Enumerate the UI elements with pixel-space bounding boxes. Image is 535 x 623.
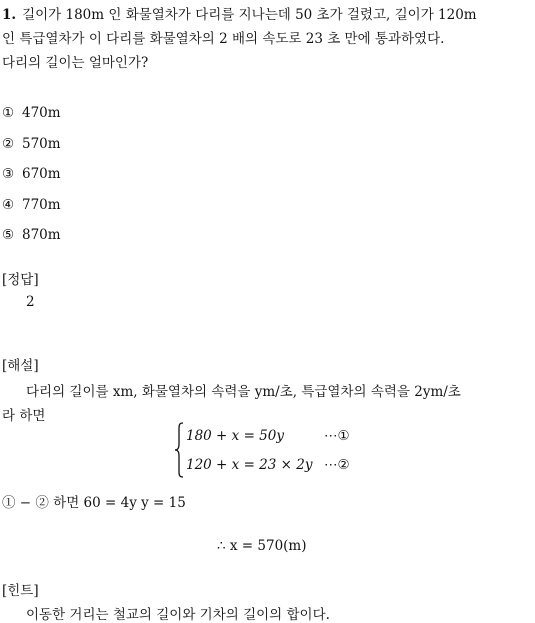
choice-5-text: 870m bbox=[22, 227, 61, 243]
choice-4-mark: ④ bbox=[2, 197, 15, 213]
equation-system bbox=[174, 422, 374, 478]
choice-1-text: 470m bbox=[22, 105, 61, 121]
answer-label: [정답] bbox=[2, 272, 39, 288]
question-text-1: 길이가 180m 인 화물열차가 다리를 지나는데 50 초가 걸렸고, 길이가 120m bbox=[22, 7, 477, 23]
answer-value: 2 bbox=[26, 294, 35, 310]
choice-3-mark: ③ bbox=[2, 166, 15, 182]
choice-2-mark: ② bbox=[2, 136, 15, 152]
hint-label: [힌트] bbox=[2, 583, 39, 599]
explanation-line-1: 다리의 길이를 xm, 화물열차의 속력을 ym/초, 특급열차의 속력을 2ym/초 bbox=[26, 384, 461, 400]
choice-2-text: 570m bbox=[22, 136, 61, 152]
question-line-3: 다리의 길이는 얼마인가? bbox=[2, 55, 149, 71]
equation-2-tag: ⋯② bbox=[324, 457, 350, 473]
explanation-step: ① − ② 하면 60 = 4y y = 15 bbox=[2, 495, 186, 511]
choice-1[interactable] bbox=[2, 105, 61, 121]
choice-5[interactable] bbox=[2, 227, 61, 243]
choice-3[interactable] bbox=[2, 166, 61, 182]
choice-3-text: 670m bbox=[22, 166, 61, 182]
choice-5-mark: ⑤ bbox=[2, 227, 15, 243]
left-brace-icon bbox=[174, 422, 184, 478]
question-number: 1. bbox=[2, 7, 17, 23]
explanation-result: ∴ x = 570(m) bbox=[217, 538, 307, 554]
question-line-1 bbox=[2, 3, 477, 23]
equation-2: 120 + x = 23 × 2y bbox=[186, 457, 313, 473]
equation-1-tag: ⋯① bbox=[324, 428, 350, 444]
choice-4[interactable] bbox=[2, 197, 61, 213]
equation-1: 180 + x = 50y bbox=[186, 428, 284, 444]
choice-1-mark: ① bbox=[2, 105, 15, 121]
choice-2[interactable] bbox=[2, 136, 61, 152]
hint-text: 이동한 거리는 철교의 길이와 기차의 길이의 합이다. bbox=[26, 607, 330, 623]
question-line-2: 인 특급열차가 이 다리를 화물열차의 2 배의 속도로 23 초 만에 통과하였다. bbox=[2, 31, 445, 47]
explanation-label: [해설] bbox=[2, 358, 39, 374]
choice-4-text: 770m bbox=[22, 197, 61, 213]
explanation-line-2: 라 하면 bbox=[2, 408, 46, 424]
